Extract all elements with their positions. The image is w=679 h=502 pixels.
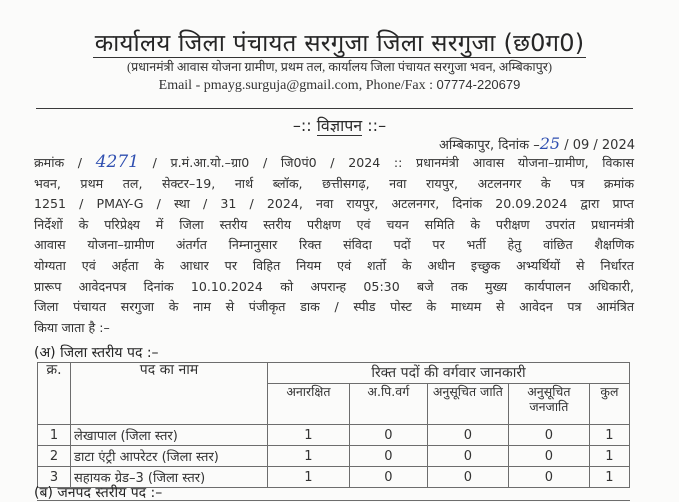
- cell-st: 0: [508, 446, 589, 467]
- notice-body: [34, 152, 634, 338]
- cell-sn: 2: [38, 446, 71, 467]
- cell-unreserved: 1: [268, 467, 350, 488]
- cell-sn: 3: [38, 467, 71, 488]
- col-group-header-vacancies: रिक्त पदों की वर्गवार जानकारी: [268, 363, 630, 384]
- reference-prefix: क्रमांक /: [34, 155, 96, 170]
- notice-heading: [0, 114, 679, 136]
- body-line: आवास योजना–ग्रामीण अंतर्गत निम्नानुसार रिक्त संविदा पदों पर भर्ती हेतु वांछित शैक्षणिक: [34, 237, 634, 253]
- date-rest: / 09 / 2024: [560, 138, 635, 153]
- cell-unreserved: 1: [268, 425, 350, 446]
- office-title: [0, 26, 679, 59]
- cell-sc: 0: [427, 446, 508, 467]
- table-row: [38, 446, 630, 467]
- header-divider: [36, 108, 633, 109]
- col-header-post-name: पद का नाम: [71, 363, 268, 425]
- body-line: योग्यता एवं अर्हता के आधार पर विहित नियम एवं शर्तो के अधीन इच्छुक अभ्यर्थियों से निर्धारत: [34, 257, 634, 273]
- body-line: 1251 / PMAY-G / स्था / 31 / 2024, नवा रायपुर, अटलनगर, दिनांक 20.09.2024 द्वारा प्राप्त: [34, 196, 634, 212]
- district-posts-table: [37, 362, 630, 488]
- col-header-total: कुल: [589, 384, 629, 425]
- body-line: प्रारूप आवेदनपत्र दिनांक 10.10.2024 को अपरान्ह 05:30 बजे तक मुख्य कार्यपालन अधिकारी,: [34, 278, 634, 294]
- heading-word: विज्ञापन: [316, 116, 363, 135]
- email-label: Email -: [158, 78, 204, 93]
- office-title-text: कार्यालय जिला पंचायत सरगुजा जिला सरगुजा (छ0ग0): [94, 29, 585, 57]
- cell-total: 1: [589, 446, 629, 467]
- cell-obc: 0: [349, 446, 427, 467]
- cell-obc: 0: [349, 425, 427, 446]
- cell-sc: 0: [427, 467, 508, 488]
- table-row: [38, 425, 630, 446]
- contact-line: [0, 77, 679, 94]
- cell-post-name: सहायक ग्रेड–3 (जिला स्तर): [71, 467, 268, 488]
- reference-line: [34, 152, 634, 174]
- col-header-sc: अनुसूचित जाति: [427, 384, 508, 425]
- section-b-title: (ब) जनपद स्तरीय पद :–: [34, 485, 163, 501]
- col-header-st: अनुसूचित जनजाति: [508, 384, 589, 425]
- cell-st: 0: [508, 467, 589, 488]
- col-header-unreserved: अनारक्षित: [268, 384, 350, 425]
- phone-number: 07774-220679: [436, 77, 521, 92]
- body-line: किया जाता है :–: [34, 319, 110, 335]
- body-line: भवन, प्रथम तल, सेक्टर–19, नार्थ ब्लॉक, छत्तीसगढ़, नवा रायपुर, अटलनगर के पत्र क्रमांक: [34, 175, 634, 191]
- cell-post-name: डाटा एंट्री आपरेटर (जिला स्तर): [71, 446, 268, 467]
- cell-post-name: लेखापाल (जिला स्तर): [71, 425, 268, 446]
- office-address: (प्रधानमंत्री आवास योजना ग्रामीण, प्रथम तल, कार्यालय जिला पंचायत सरगुजा भवन, अम्बिकापुर): [127, 60, 552, 74]
- cell-obc: 0: [349, 467, 427, 488]
- reference-suffix: / प्र.मं.आ.यो.–ग्रा0 / जि0पं0 / 2024 :: प्रधानमंत्री आवास योजना–ग्रामीण, विकास: [138, 155, 634, 170]
- email-address[interactable]: pmayg.surguja@gmail.com: [203, 78, 359, 93]
- cell-sc: 0: [427, 425, 508, 446]
- section-a-title: (अ) जिला स्तरीय पद :–: [34, 345, 159, 361]
- cell-sn: 1: [38, 425, 71, 446]
- handwritten-day: 25: [539, 134, 561, 153]
- heading-suffix: ::–: [362, 116, 387, 135]
- place-date: [439, 134, 635, 153]
- body-line: निर्देशों के परिप्रेक्ष्य में जिला स्तरीय स्तरीय परीक्षण एवं चयन समिति के परीक्षण उपरांत प्रधानमंत्री: [34, 216, 634, 232]
- handwritten-reference-number: 4271: [95, 152, 139, 172]
- col-header-obc: अ.पि.वर्ग: [349, 384, 427, 425]
- cell-unreserved: 1: [268, 446, 350, 467]
- place-date-prefix: अम्बिकापुर, दिनांक –: [438, 138, 540, 153]
- cell-st: 0: [508, 425, 589, 446]
- col-header-sn: क्र.: [38, 363, 71, 425]
- cell-total: 1: [589, 467, 629, 488]
- section-b-table-top-border: [37, 500, 630, 501]
- cell-total: 1: [589, 425, 629, 446]
- body-line: जिला पंचायत सरगुजा के नाम से पंजीकृत डाक / स्पीड पोस्ट के माध्यम से आवेदन पत्र आमंत्रित: [34, 299, 634, 315]
- phone-label: , Phone/Fax :: [358, 78, 437, 93]
- heading-prefix: –::: [292, 116, 317, 135]
